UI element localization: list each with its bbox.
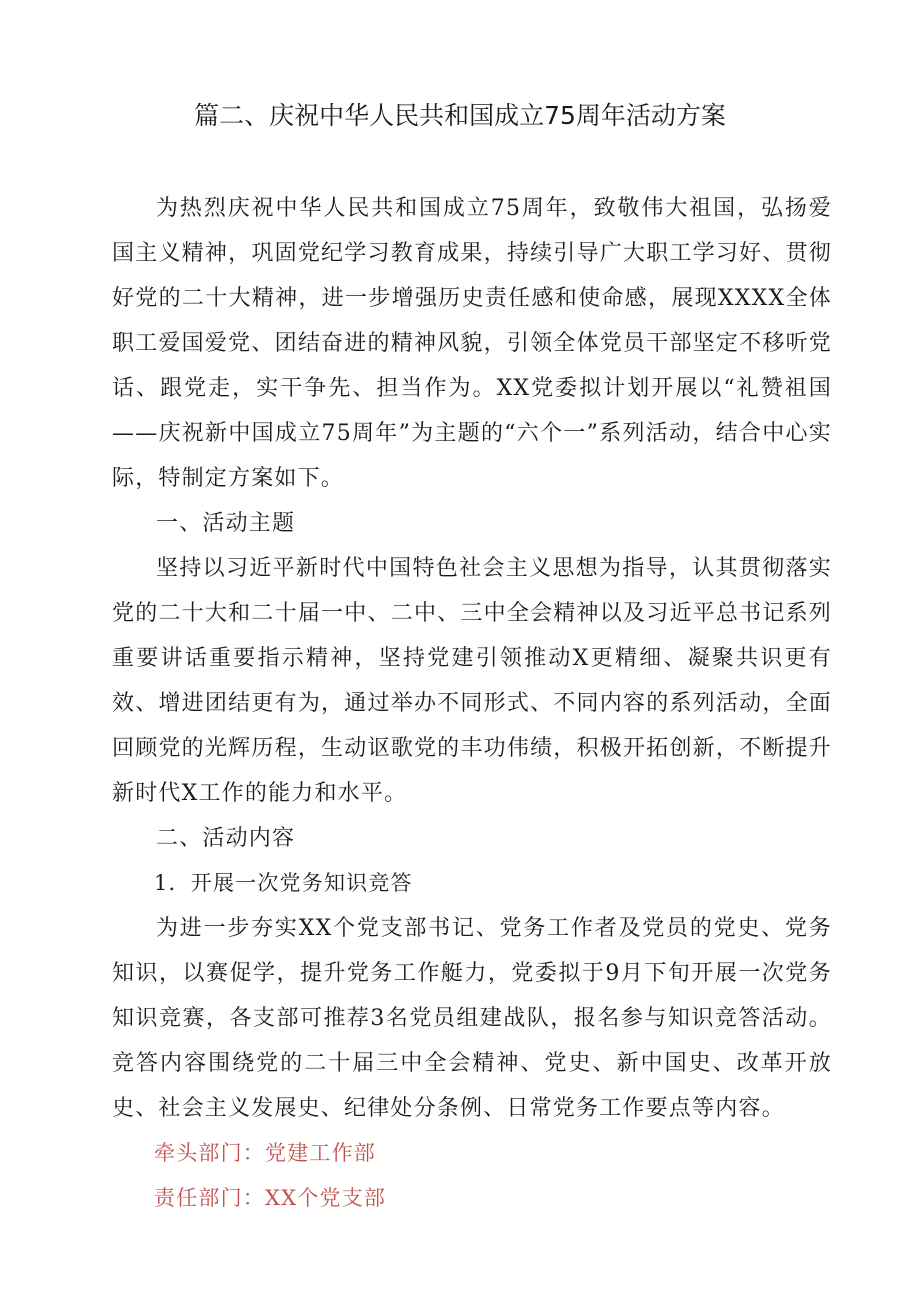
intro-paragraph: 为热烈庆祝中华人民共和国成立75周年，致敬伟大祖国，弘扬爱国主义精神，巩固党纪学习教育成果，持续引导广大职工学习好、贯彻好党的二十大精神，进一步增强历史责任感和使命感，展现XXXX全体职工爱国爱党、团结奋进的精神风貌，引领全体党员干部坚定不移听党话、跟党走，实干争先、担当作为。XX党委拟计划开展以“礼赞祖国——庆祝新中国成立75周年”为主题的“六个一”系列活动，结合中心实际，特制定方案如下。 [112, 196, 832, 491]
theme-paragraph: 坚持以习近平新时代中国特色社会主义思想为指导，认其贯彻落实党的二十大和二十届一中、二中、三中全会精神以及习近平总书记系列重要讲话重要指示精神，坚持党建引领推动X更精细、凝聚共识更有效、增进团结更有为，通过举办不同形式、不同内容的系列活动，全面回顾党的光辉历程，生动讴歌党的丰功伟绩，积极开拓创新，不断提升新时代X工作的能力和水平。 [112, 556, 832, 806]
quiz-paragraph: 为进一步夯实XX个党支部书记、党务工作者及党员的党史、党务知识，以赛促学，提升党务工作艇力，党委拟于9月下旬开展一次党务知识竞赛，各支部可推荐3名党员组建战队，报名参与知识竞答活动。竞答内容围绕党的二十届三中全会精神、党史、新中国史、改革开放史、社会主义发展史、纪律处分条例、日常党务工作要点等内容。 [112, 916, 832, 1121]
document-body [112, 186, 832, 1221]
responsible-department: 责任部门：XX个党支部 [154, 1186, 387, 1210]
section-heading-content: 二、活动内容 [156, 826, 296, 851]
lead-department: 牵头部门：党建工作部 [154, 1141, 376, 1165]
document-title: 篇二、庆祝中华人民共和国成立75周年活动方案 [194, 101, 726, 130]
section-heading-theme: 一、活动主题 [156, 511, 296, 536]
item-heading-quiz: 1．开展一次党务知识竞答 [154, 871, 413, 895]
